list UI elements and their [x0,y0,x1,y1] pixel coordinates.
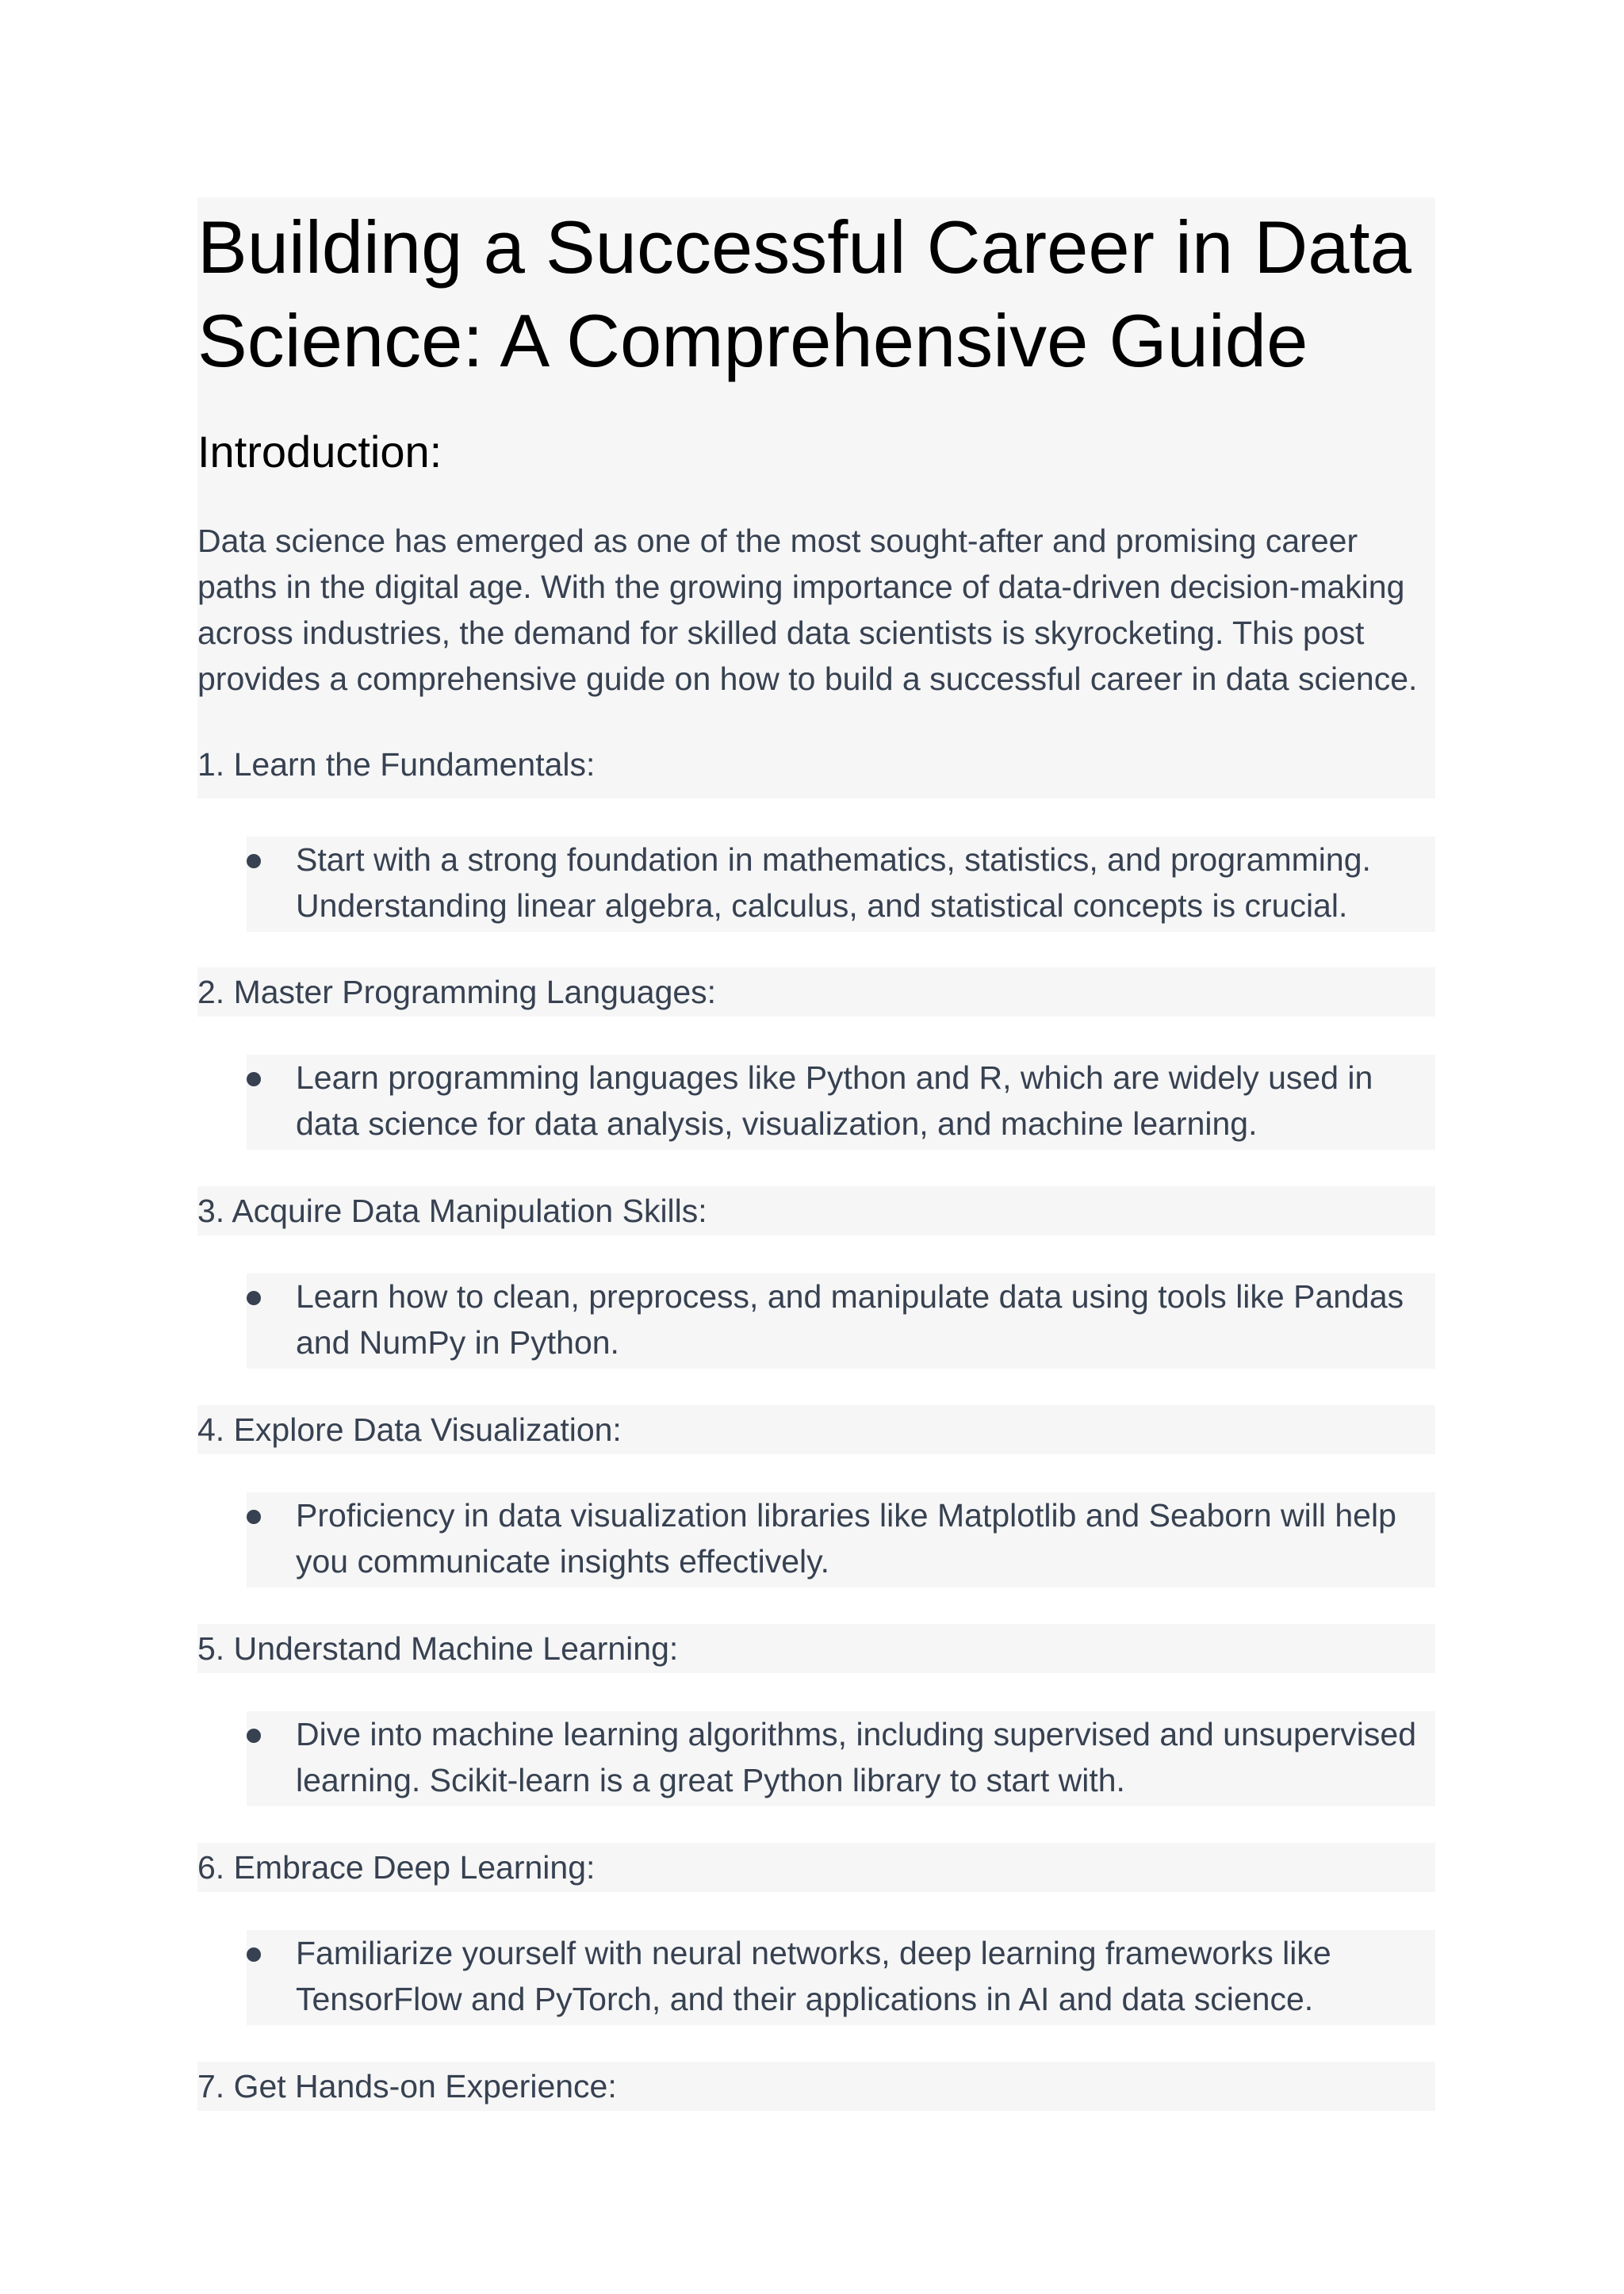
step-bullet-4 [247,1492,1435,1587]
bullet-icon [247,1510,261,1524]
bullet-icon [247,1729,261,1743]
step-heading-4: 4. Explore Data Visualization: [197,1411,622,1448]
bullet-icon [247,854,261,868]
step-heading-7: 7. Get Hands-on Experience: [197,2068,617,2104]
step-bullet-2 [247,1055,1435,1150]
step-heading-1: 1. Learn the Fundamentals: [197,746,596,783]
bullet-text: Dive into machine learning algorithms, including supervised and unsupervised learning. Scikit-learn is a great Python library to start with. [296,1716,1417,1798]
intro-paragraph: Data science has emerged as one of the most sought-after and promising career paths in the digital age. With the growing importance of data-driven decision-making across industries, the demand for skilled data scientists is skyrocketing. This post provides a comprehensive guide on how to build a successful career in data science. [197,523,1418,697]
intro-heading: Introduction: [197,427,442,477]
bullet-icon [247,1072,261,1086]
step-heading-5: 5. Understand Machine Learning: [197,1630,679,1667]
bullet-text: Proficiency in data visualization libraries like Matplotlib and Seaborn will help you communicate insights effectively. [296,1497,1396,1580]
step-heading-3-block [197,1186,1435,1235]
document-title: Building a Successful Career in Data Science: A Comprehensive Guide [197,205,1411,382]
step-bullet-1 [247,837,1435,932]
step-heading-4-block [197,1405,1435,1454]
bullet-text: Start with a strong foundation in mathematics, statistics, and programming. Understanding linear algebra, calculus, and statistical concepts is crucial. [296,841,1371,924]
step-heading-3: 3. Acquire Data Manipulation Skills: [197,1193,707,1229]
step-heading-6: 6. Embrace Deep Learning: [197,1849,596,1886]
bullet-icon [247,1947,261,1962]
step-heading-7-block [197,2062,1435,2111]
bullet-text: Familiarize yourself with neural networks, deep learning frameworks like TensorFlow and PyTorch, and their applications in AI and data science. [296,1935,1331,2017]
step-heading-6-block [197,1843,1435,1892]
step-bullet-5 [247,1711,1435,1806]
step-heading-2: 2. Master Programming Languages: [197,974,717,1010]
bullet-text: Learn programming languages like Python and R, which are widely used in data science for data analysis, visualization, and machine learning. [296,1059,1373,1142]
bullet-text: Learn how to clean, preprocess, and manipulate data using tools like Pandas and NumPy in Python. [296,1278,1404,1361]
step-heading-2-block [197,967,1435,1017]
intro-section [197,197,1435,798]
step-bullet-3 [247,1273,1435,1369]
step-heading-5-block [197,1624,1435,1673]
bullet-icon [247,1291,261,1305]
step-bullet-6 [247,1930,1435,2025]
